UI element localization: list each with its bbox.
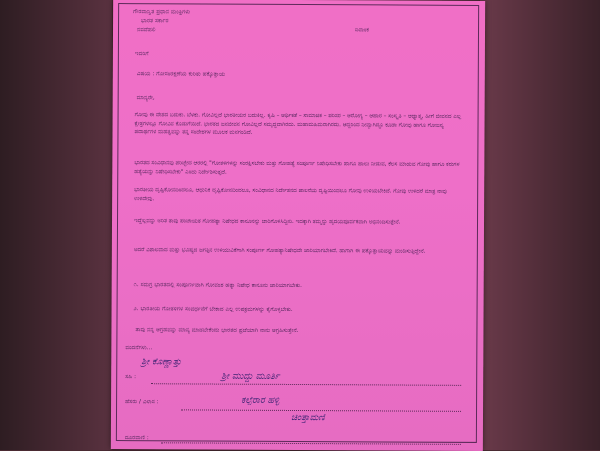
header-line2: ಭಾರತ ಸರ್ಕಾರ	[141, 18, 169, 25]
paragraph-1: ಗೋವು ಈ ದೇಶದ ಬದುಕು. ಬೆಳಕು. ಗೋವಿಲ್ಲದೆ ಭಾರತೀಯರ ಬದುಕಿಲ್ಲ. ಕೃಷಿ – ಆರ್ಥಿಕತೆ – ಸಾಮಾಜಿಕ – ಪರಿಸರ – ಆರೋಗ್ಯ – ಆಹಾರ – ಸಂಸ್ಕೃತಿ – ಆಧ್ಯಾತ್ಮ, ಹೀಗೆ ಜೀವನದ ಎಲ್ಲ ಕ್ಷೇತ್ರಗಳಲ್ಲೂ ಗೋವಿನ ಕೊಡುಗೆಯಿದೆ. ಭಾರತದ ಜನಜೀವನ ಗೋವಿಲ್ಲದೆ ಸಮೃದ್ಧವಾಗಿರದು. ಮಹಾಮಹಿಮರಾಗಿರದು. ಆದ್ದರಿಂದ ನೀವ್ವಾಗಿದ್ದೂ ಕೂಡಾ ಗೋವು ಹಾಗೂ ಗೋಜನ್ಯ ಪದಾರ್ಥಗಳ ಮಹತ್ವವನ್ನು ತನ್ನ ಸಂದೇಶಗಳ ಮೂಲಕ ಮನಗಂಡಿದೆ.	[134, 112, 462, 136]
paragraph-5: ಅದರೆ ವಿಶಾಲವಾದ ಮತ್ತು ಭವಿಷ್ಯದ ಜಗತ್ತಿನ ಉಳಿಯುವಿಕೆಗಾಗಿ ಸಂಪೂರ್ಣ ಗೋಹತ್ಯಾನಿಷೇಧವೇ ಜಾರಿಯಾಗಬೇಕಿದೆ. ಹಾಗಾಗಿ ಈ ಹಕ್ಕೊತ್ತಾಯವನ್ನು ಮಂಡಿಸುತ್ತಿದ್ದೇನೆ.	[133, 247, 426, 255]
name-address-label: ಹೆಸರು / ವಿಳಾಸ :	[125, 399, 159, 406]
date-label: ದಿನಾಂಕ	[355, 27, 370, 34]
header-line3: ನವದೆಹಲಿ	[137, 27, 156, 34]
background-right	[480, 0, 600, 450]
handwriting-line3: ಕಲ್ಪೆರಾರ ಹಳ್ಳಿ	[241, 395, 280, 406]
to-label: ಇವರಿಗೆ	[134, 51, 149, 58]
handwriting-line1: ಶ್ರೀ ಕೊಣ್ಣಾತ್ತು	[141, 357, 182, 368]
phone-line	[161, 442, 461, 445]
handwriting-line2: ಶ್ರೀ ಮುದ್ದು ಮೂರ್ತಿ	[221, 371, 280, 382]
letter-paper	[111, 0, 485, 451]
closing-line: ತಾವು ನನ್ನ ಆಗ್ರಹವನ್ನು ಮಾನ್ಯ ಮಾಡಬೇಕೆಂದು ಭಾರತದ ಪ್ರಜೆಯಾಗಿ ನಾನು ಆಗ್ರಹಿಸುತ್ತೇನೆ.	[135, 327, 299, 335]
signature-label: ಸಹಿ :	[125, 374, 137, 381]
paragraph-4: ಇದ್ದೆಲ್ಲವನ್ನು ಅರಿತ ತಾವು ಪಂಚಾಯತ ಗೋಹತ್ಯಾ ನಿಷೇಧದ ಕಾನೂನನ್ನು ಜಾರಿಗೊಳಿಸಿದ್ದೀರಿ. ಇದಕ್ಕಾಗಿ ತಮ್ಮನ್ನು ಹೃದಯಪೂರ್ವಕವಾಗಿ ಅಭಿನಂದಿಸುತ್ತೇನೆ.	[134, 218, 401, 226]
salutation: ಮಾನ್ಯರೇ,	[136, 95, 155, 102]
subject: ವಿಷಯ : ಗೋಸಂರಕ್ಷಣೆಯ ಕುರಿತು ಹಕ್ಕೊತ್ತಾಯ	[136, 71, 226, 78]
paragraph-3: ಭಾರತೀಯ ದೃಷ್ಟಿಕೋನದಿಂದಲೂ, ಆಧುನಿಕ ದೃಷ್ಟಿಕೋನದಿಂದಲೂ, ಸಂವಿಧಾನದ ನಿರ್ದೇಶನದ ಪಾಲನೆಯ ದೃಷ್ಟಿಯಿಂದಲೂ ಗೋವು ಉಳಿಯಬೇಕಿದೆ. ಗೋವು ಉಳಿದರೆ ಮಾತ್ರ ನಾವು ಉಳಿದೇವು.	[134, 187, 447, 202]
background-left	[0, 0, 112, 450]
regards: ವಂದನೆಗಳು...	[125, 345, 153, 352]
demand-2: ೨. ಭಾರತೀಯ ಗೋತಳಿಗಳ ಸಂವರ್ಧನೆಗೆ ಬೇಕಾದ ಎಲ್ಲ ಉಪಕ್ರಮಗಳನ್ನು ಕೈಗೊಳ್ಳಬೇಕು.	[133, 306, 293, 313]
header-line1: ಗೌರವಾನ್ವಿತ ಪ್ರಧಾನ ಮಂತ್ರಿಗಳು	[133, 9, 191, 16]
phone-label: ದೂರವಾಣಿ :	[124, 435, 149, 442]
demand-1: ೧. ಸಮಗ್ರ ಭಾರತದಲ್ಲಿ ಸಂಪೂರ್ಣವಾಗಿ ಗೋವಂಶ ಹತ್ಯಾ ನಿಷೇಧ ಕಾನೂನು ಜಾರಿಯಾಗಬೇಕು.	[133, 282, 302, 290]
handwriting-line4: ಚಿಂತ್ತಾಮಣಿ	[290, 412, 325, 424]
paragraph-2: ಭಾರತದ ಸಂವಿಧಾನವು ಪರಿಚ್ಛೇದ ಆರರಲ್ಲಿ "ಗೋತಳಿಗಳನ್ನು ಸಂರಕ್ಷಿಸಬೇಕು ಮತ್ತು ಗೋಹತ್ಯೆ ಸಂಪೂರ್ಣ ನಿಷೇಧಿಸಬೇಕು ಹಾಗೂ ಹಾಲು ನೀಡುವ, ಕೆಲಸ ಮಾಡುವ ಗೋವು ಹಾಗೂ ಕರುಗಳ ಹತ್ಯೆಯನ್ನು ನಿಷೇಧಿಸಬೇಕು" ಎಂದು ನಿರ್ದೇಶಿಸುತ್ತದೆ.	[134, 160, 460, 176]
